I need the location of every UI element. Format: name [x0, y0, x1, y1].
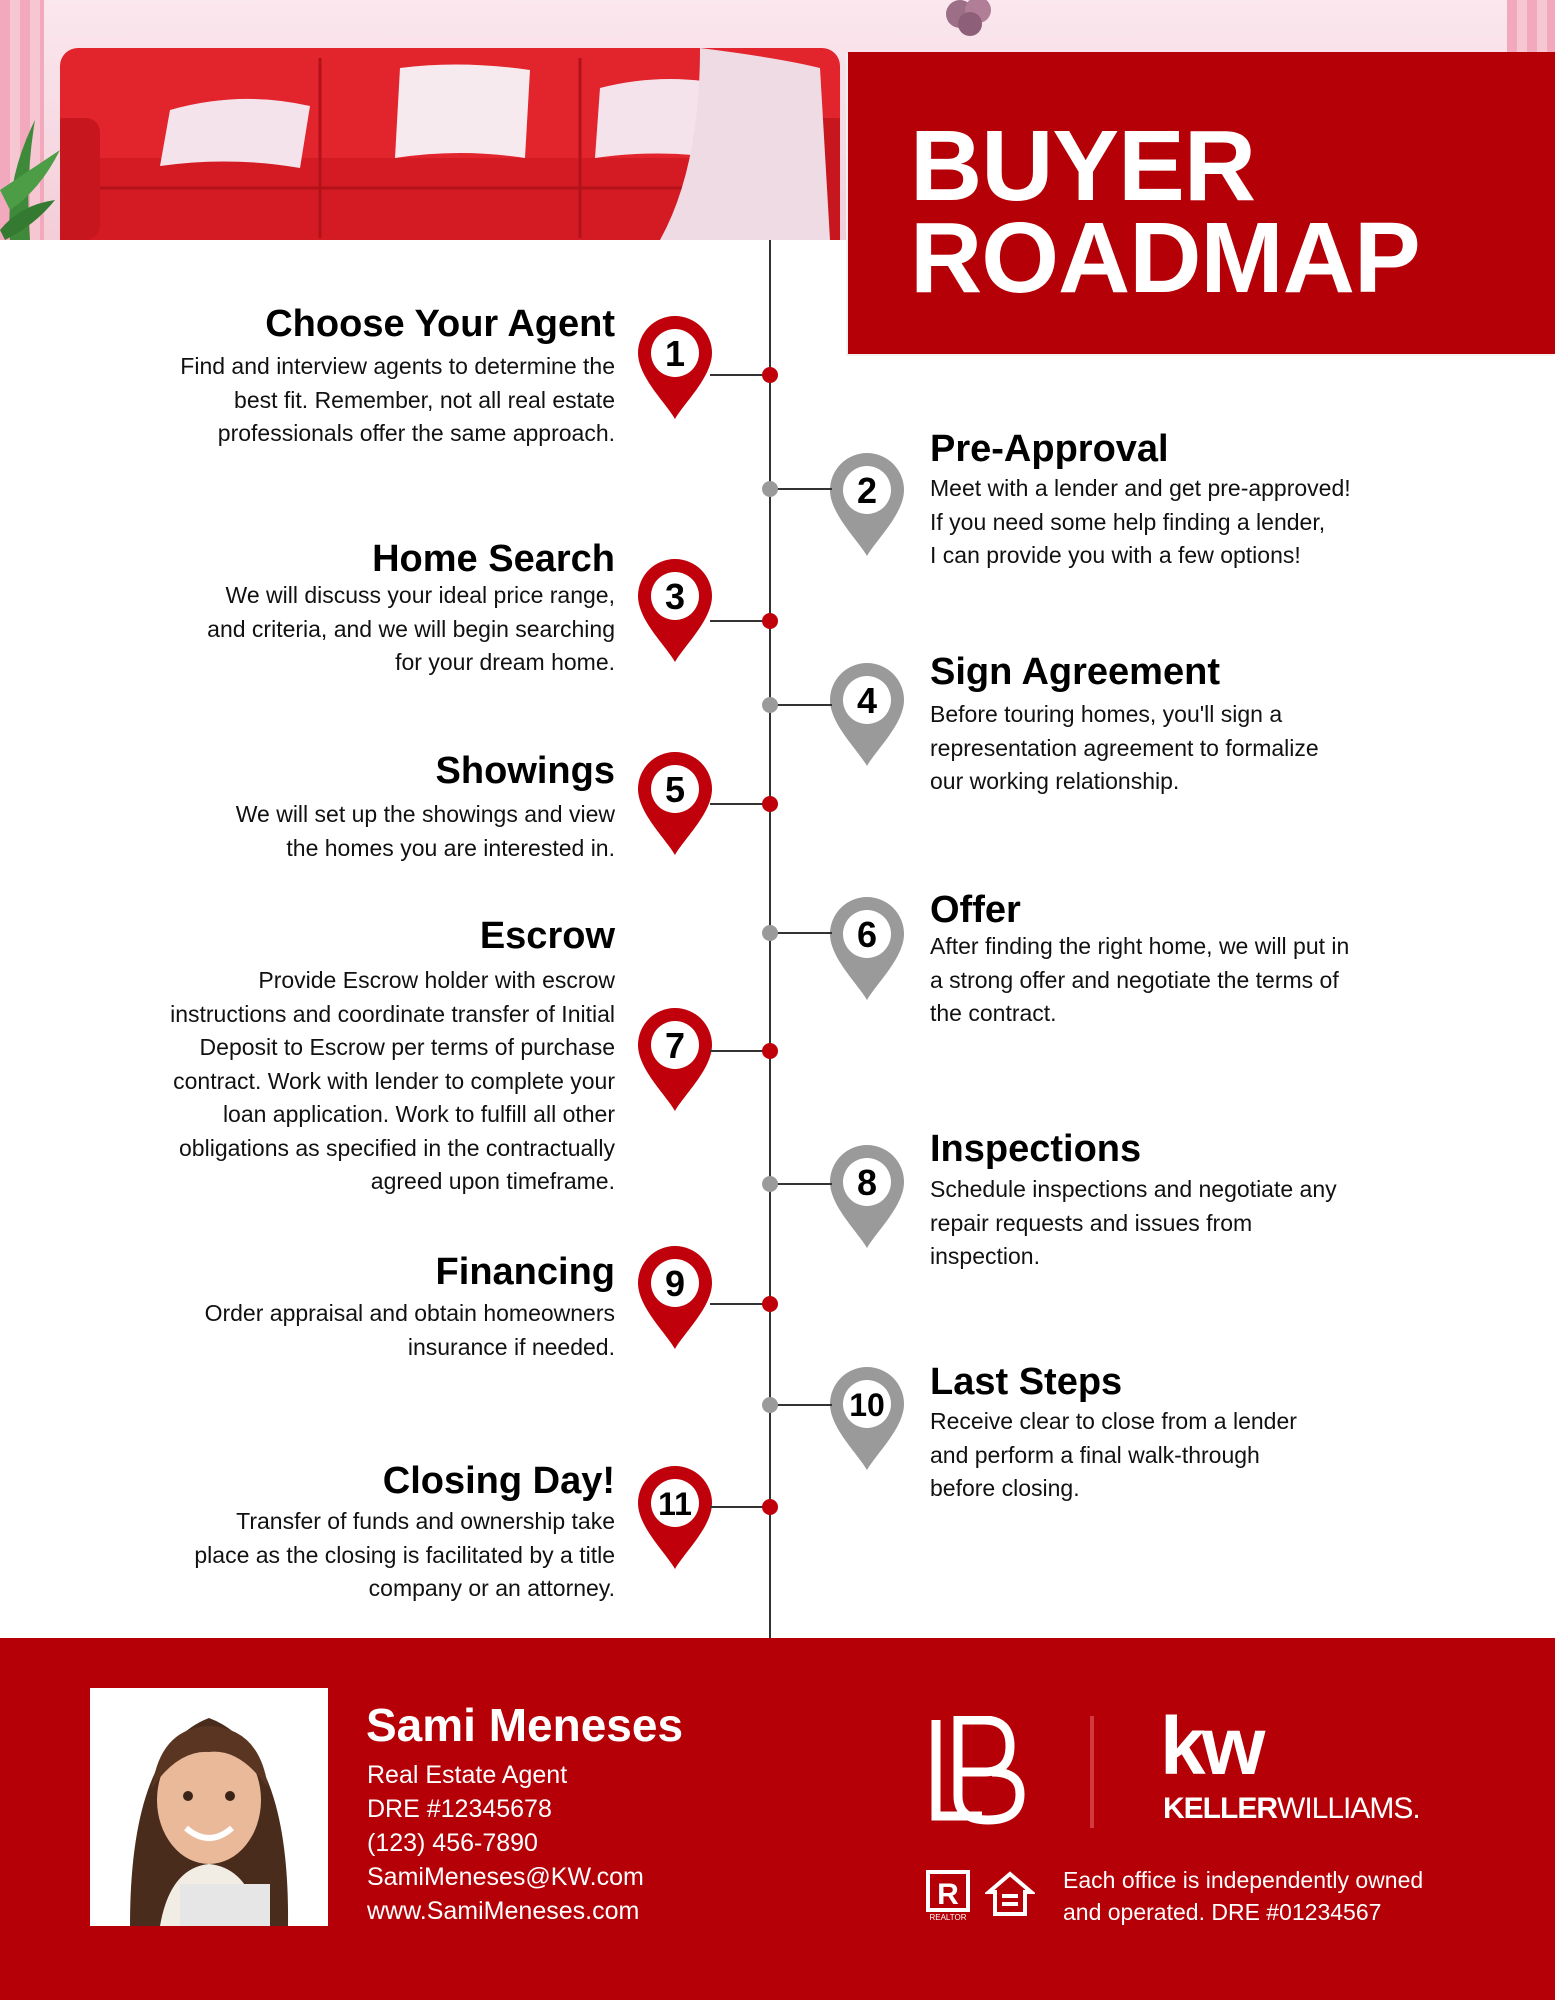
step-description [930, 472, 1351, 573]
step-description-line: insurance if needed. [407, 1333, 615, 1360]
step-description-line: inspection. [930, 1243, 1040, 1269]
timeline-connector [710, 374, 770, 376]
timeline-dot [762, 925, 778, 941]
step-description [236, 798, 615, 865]
step-number: 6 [856, 914, 878, 955]
timeline-connector [710, 1506, 770, 1508]
map-pin-icon [636, 751, 714, 857]
step-description [207, 579, 615, 680]
step-description-line: and criteria, and we will begin searching [207, 615, 615, 642]
step-title: Home Search [372, 538, 615, 580]
step-description-line: the contract. [930, 1000, 1057, 1026]
logo-divider [1090, 1716, 1094, 1828]
step-description [930, 698, 1319, 799]
agent-license: DRE #12345678 [367, 1795, 552, 1823]
step-description [180, 350, 615, 451]
step-description [930, 1173, 1337, 1274]
title-banner [848, 52, 1555, 354]
map-pin-icon [636, 315, 714, 421]
agent-phone[interactable]: (123) 456-7890 [367, 1829, 538, 1857]
timeline-dot [762, 1043, 778, 1059]
step-description-line: Schedule inspections and negotiate any [930, 1176, 1337, 1202]
step-description [194, 1505, 615, 1606]
kw-logo: kw [1160, 1701, 1262, 1792]
step-title: Offer [930, 889, 1021, 931]
step-description-line: agreed upon timeframe. [370, 1168, 615, 1194]
map-pin-icon [636, 1007, 714, 1113]
timeline-connector [770, 488, 832, 490]
step-description [930, 1405, 1297, 1506]
step-description-line: instructions and coordinate transfer of Initial [170, 1000, 615, 1027]
map-pin-icon [636, 1465, 714, 1571]
timeline-connector [770, 1404, 832, 1406]
map-pin-icon [828, 452, 906, 558]
step-number: 8 [856, 1162, 878, 1203]
page-title: BUYER ROADMAP [910, 110, 1420, 314]
equal-housing-icon [985, 1870, 1035, 1922]
step-description-line: representation agreement to formalize [930, 734, 1319, 761]
agent-footer [0, 1638, 1555, 2000]
map-pin-icon [636, 1245, 714, 1351]
timeline-connector [710, 1050, 770, 1052]
step-description-line: Find and interview agents to determine the [180, 353, 615, 379]
step-description-line: before closing. [930, 1475, 1080, 1501]
step-number: 4 [856, 680, 878, 721]
step-number: 3 [664, 576, 686, 617]
step-description [205, 1297, 615, 1364]
timeline-connector [710, 1303, 770, 1305]
step-description-line: Before touring homes, you'll sign a [930, 701, 1283, 727]
step-description-line: company or an attorney. [368, 1575, 615, 1601]
agent-role: Real Estate Agent [367, 1761, 568, 1789]
map-pin-icon [828, 1144, 906, 1250]
timeline-dot [762, 367, 778, 383]
step-number: 9 [664, 1263, 686, 1304]
step-description-line: a strong offer and negotiate the terms of [930, 966, 1339, 993]
step-title: Last Steps [930, 1361, 1123, 1403]
timeline-connector [710, 803, 770, 805]
step-number: 7 [664, 1025, 686, 1066]
timeline-dot [762, 1176, 778, 1192]
step-description-line: contract. Work with lender to complete your [173, 1067, 615, 1094]
step-description-line: best fit. Remember, not all real estate [234, 386, 615, 413]
flower-vase-icon [930, 0, 1010, 45]
step-number: 1 [664, 333, 686, 374]
step-description-line: We will discuss your ideal price range, [225, 582, 615, 608]
timeline-dot [762, 1499, 778, 1515]
step-title: Escrow [479, 915, 615, 957]
realtor-r-icon [926, 1870, 970, 1922]
timeline-dot [762, 796, 778, 812]
step-title: Pre-Approval [930, 428, 1169, 470]
step-description-line: obligations as specified in the contractually [179, 1134, 615, 1161]
step-description-line: place as the closing is facilitated by a title [194, 1541, 615, 1568]
step-description-line: After finding the right home, we will put in [930, 933, 1350, 959]
step-description-line: Deposit to Escrow per terms of purchase [199, 1034, 615, 1060]
timeline-dot [762, 1397, 778, 1413]
timeline-connector [770, 704, 832, 706]
step-description-line: our working relationship. [930, 768, 1180, 794]
step-description-line: If you need some help finding a lender, [930, 508, 1326, 535]
map-pin-icon [828, 662, 906, 768]
step-title: Closing Day! [382, 1460, 615, 1502]
step-description-line: the homes you are interested in. [286, 834, 615, 861]
step-description-line: loan application. Work to fulfill all other [222, 1101, 615, 1127]
timeline-dot [762, 1296, 778, 1312]
map-pin-icon [828, 896, 906, 1002]
step-description-line: Order appraisal and obtain homeowners [204, 1300, 615, 1326]
step-title: Inspections [930, 1128, 1142, 1170]
timeline-dot [762, 697, 778, 713]
step-title: Financing [435, 1251, 615, 1293]
agent-name: Sami Meneses [366, 1699, 684, 1751]
step-description-line: for your dream home. [395, 649, 615, 675]
step-description [930, 930, 1349, 1031]
plant-icon [0, 110, 70, 240]
step-description [170, 964, 615, 1199]
svg-text:REALTOR: REALTOR [929, 1913, 967, 1922]
avatar [90, 1688, 328, 1926]
lp-monogram-icon [930, 1716, 1026, 1826]
step-description-line: We will set up the showings and view [235, 801, 615, 827]
step-number: 10 [849, 1387, 885, 1423]
step-title: Choose Your Agent [265, 303, 615, 345]
step-description-line: professionals offer the same approach. [217, 420, 615, 446]
step-number: 11 [658, 1486, 692, 1522]
timeline-connector [710, 620, 770, 622]
sofa-illustration [60, 48, 840, 240]
agent-email[interactable]: SamiMeneses@KW.com [367, 1863, 644, 1891]
kw-wordmark: KELLERWILLIAMS. [1163, 1792, 1420, 1825]
step-title: Showings [435, 750, 615, 792]
timeline-connector [770, 932, 832, 934]
agent-website[interactable]: www.SamiMeneses.com [367, 1897, 640, 1925]
step-description-line: Transfer of funds and ownership take [236, 1508, 615, 1534]
timeline-connector [770, 1183, 832, 1185]
timeline-dot [762, 613, 778, 629]
office-disclaimer: Each office is independently owned and operated. DRE #01234567 [1063, 1867, 1424, 1925]
step-description-line: Meet with a lender and get pre-approved! [930, 475, 1351, 501]
step-description-line: I can provide you with a few options! [930, 542, 1301, 568]
map-pin-icon [828, 1366, 906, 1472]
step-description-line: Provide Escrow holder with escrow [258, 967, 615, 993]
step-number: 2 [856, 470, 878, 511]
step-title: Sign Agreement [930, 651, 1220, 693]
step-number: 5 [664, 769, 686, 810]
map-pin-icon [636, 558, 714, 664]
step-description-line: and perform a final walk-through [930, 1441, 1260, 1468]
step-description-line: repair requests and issues from [930, 1209, 1253, 1236]
agent-photo [90, 1688, 328, 1926]
svg-text:R: R [937, 1878, 959, 1911]
timeline-dot [762, 481, 778, 497]
step-description-line: Receive clear to close from a lender [930, 1408, 1297, 1434]
